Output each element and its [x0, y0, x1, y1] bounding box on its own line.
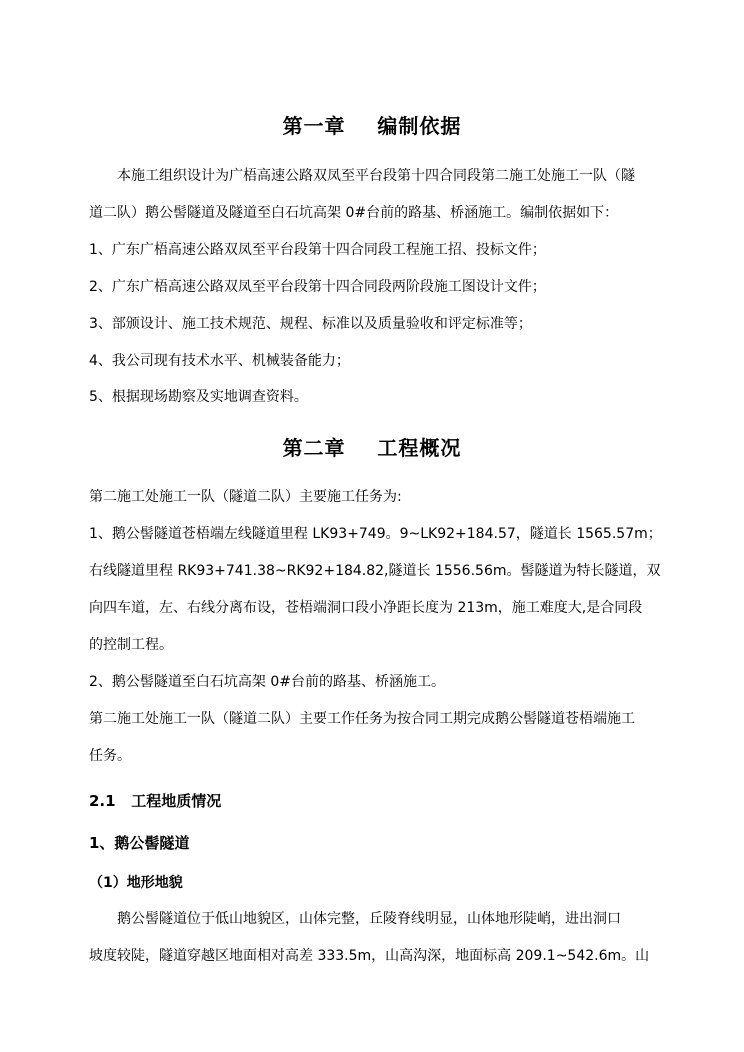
task-intro: 第二施工处施工一队（隧道二队）主要施工任务为: — [89, 489, 402, 505]
subsection-terrain-title: （1）地形地貌 — [89, 875, 183, 891]
basis-item-3: 3、部颁设计、施工技术规范、规程、标准以及质量验收和评定标准等； — [89, 316, 532, 332]
chapter-1-intro-line-1: 本施工组织设计为广梧高速公路双凤至平台段第十四合同段第二施工处施工一队（隧 — [117, 168, 635, 184]
basis-item-2: 2、广东广梧高速公路双凤至平台段第十四合同段两阶段施工图设计文件； — [89, 279, 546, 295]
task-1-line-3: 向四车道，左、右线分离布设，苍梧端洞口段小净距长度为 213m，施工难度大,是合同段 — [89, 600, 643, 616]
terrain-para-line-2: 坡度较陡，隧道穿越区地面相对高差 333.5m，山高沟深，地面标高 209.1~542.6m。山 — [89, 948, 650, 964]
section-2-1-title: 2.1 工程地质情况 — [89, 792, 222, 810]
basis-item-1: 1、广东广梧高速公路双凤至平台段第十四合同段工程施工招、投标文件； — [89, 242, 546, 258]
chapter-1-title: 第一章 编制依据 — [282, 114, 462, 138]
summary-line-1: 第二施工处施工一队（隧道二队）主要工作任务为按合同工期完成鹅公髻隧道苍梧端施工 — [89, 711, 635, 727]
subsection-tunnel-title: 1、鹅公髻隧道 — [89, 834, 190, 852]
task-1-line-1: 1、鹅公髻隧道苍梧端左线隧道里程 LK93+749。9~LK92+184.57，隧道长 1565.57m； — [89, 526, 662, 542]
chapter-2-title: 第二章 工程概况 — [282, 436, 462, 460]
task-1-line-2: 右线隧道里程 RK93+741.38~RK92+184.82,隧道长 1556.56m。髻隧道为特长隧道，双 — [89, 563, 661, 579]
task-2: 2、鹅公髻隧道至白石坑高架 0#台前的路基、桥涵施工。 — [89, 674, 445, 690]
chapter-1-intro-line-2: 道二队）鹅公髻隧道及隧道至白石坑高架 0#台前的路基、桥涵施工。编制依据如下： — [89, 205, 619, 221]
terrain-para-line-1: 鹅公髻隧道位于低山地貌区，山体完整，丘陵脊线明显，山体地形陡峭，进出洞口 — [117, 911, 621, 927]
summary-line-2: 任务。 — [89, 748, 131, 764]
basis-item-4: 4、我公司现有技术水平、机械装备能力； — [89, 353, 350, 369]
task-1-line-4: 的控制工程。 — [89, 637, 173, 653]
basis-item-5: 5、根据现场勘察及实地调查资料。 — [89, 389, 308, 405]
